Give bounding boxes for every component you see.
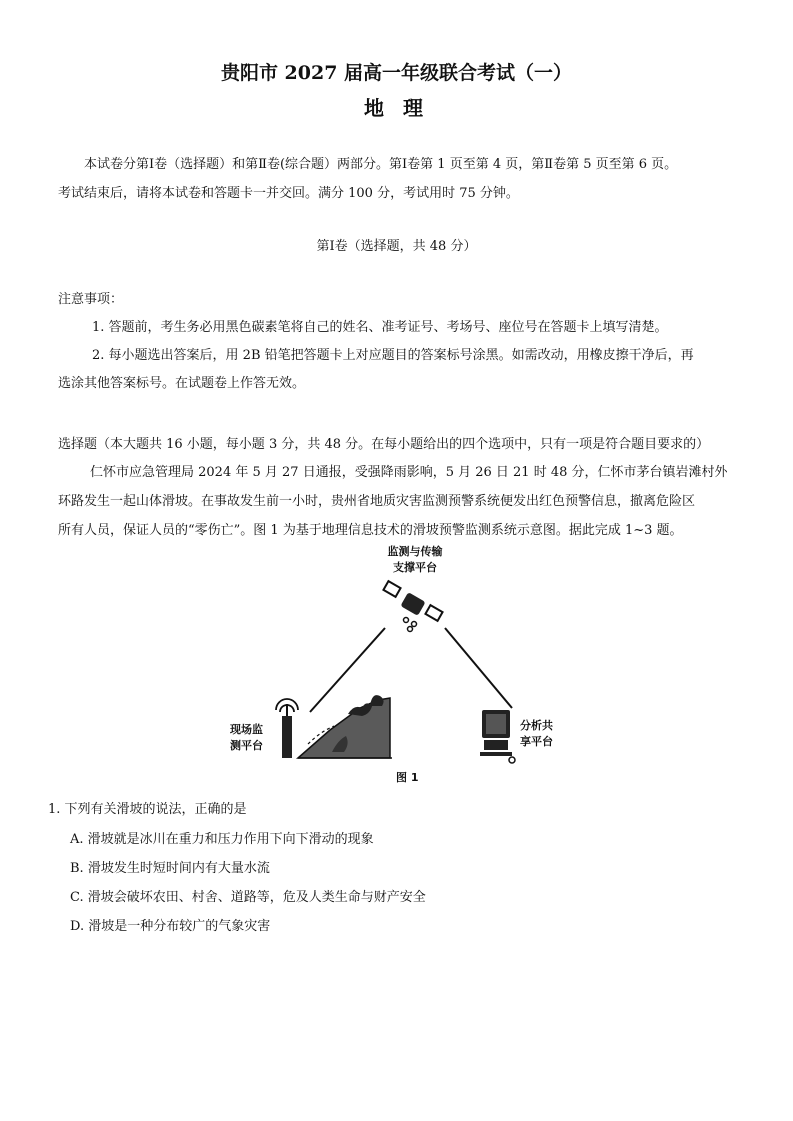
notice-item-2-line-2: 选涂其他答案标号。在试题卷上作答无效。 [58, 376, 306, 391]
figure-left-label [230, 722, 263, 754]
figure-left-label-line-1: 现场监 [230, 723, 263, 736]
question-1-option-b: B. 滑坡发生时短时间内有大量水流 [70, 861, 270, 876]
figure-caption: 图 1 [396, 771, 419, 784]
question-1-option-a: A. 滑坡就是冰川在重力和压力作用下向下滑动的现象 [70, 832, 374, 847]
monitoring-antenna-icon [276, 699, 298, 758]
figure-1 [220, 540, 580, 790]
figure-right-label-line-2: 享平台 [520, 735, 553, 748]
question-1-option-c: C. 滑坡会破坏农田、村舍、道路等，危及人类生命与财产安全 [70, 890, 426, 905]
figure-1-drawing [220, 540, 580, 790]
figure-right-label-line-1: 分析共 [520, 719, 553, 732]
figure-top-label-line-2: 支撑平台 [393, 561, 437, 574]
question-1-stem: 1. 下列有关滑坡的说法，正确的是 [48, 802, 247, 817]
figure-left-label-line-2: 测平台 [230, 739, 263, 752]
section-title: 第Ⅰ卷（选择题，共 48 分） [316, 239, 477, 254]
figure-top-label-line-1: 监测与传输 [387, 545, 443, 558]
subject-title: 地 理 [364, 96, 429, 120]
computer-icon [480, 710, 515, 763]
link-line-right [445, 628, 512, 708]
question-1-option-d: D. 滑坡是一种分布较广的气象灾害 [70, 919, 271, 934]
passage-line-1: 仁怀市应急管理局 2024 年 5 月 27 日通报，受强降雨影响，5 月 26 日 21 时 48 分，仁怀市茅台镇岩滩村外 [90, 465, 728, 480]
exam-title: 贵阳市 2027 届高一年级联合考试（一） [220, 62, 573, 84]
notice-item-1: 1. 答题前，考生务必用黑色碳素笔将自己的姓名、准考证号、考场号、座位号在答题卡上填写清楚。 [92, 320, 668, 335]
notice-heading: 注意事项： [58, 292, 124, 307]
landslide-slope-icon [298, 695, 392, 758]
satellite-icon [383, 581, 442, 631]
passage-line-2: 环路发生一起山体滑坡。在事故发生前一小时，贵州省地质灾害监测预警系统便发出红色预警信息，撤离危险区 [58, 494, 696, 509]
choice-instruction: 选择题（本大题共 16 小题，每小题 3 分，共 48 分。在每小题给出的四个选项中，只有一项是符合题目要求的） [58, 437, 710, 452]
figure-right-label [520, 718, 553, 750]
intro-line-1: 本试卷分第Ⅰ卷（选择题）和第Ⅱ卷(综合题）两部分。第Ⅰ卷第 1 页至第 4 页，第Ⅱ卷第 5 页至第 6 页。 [84, 157, 678, 172]
notice-item-2-line-1: 2. 每小题选出答案后，用 2B 铅笔把答题卡上对应题目的答案标号涂黑。如需改动，用橡皮擦干净后，再 [92, 348, 694, 363]
passage-line-3: 所有人员，保证人员的“零伤亡”。图 1 为基于地理信息技术的滑坡预警监测系统示意图。据此完成 1~3 题。 [58, 523, 683, 538]
intro-line-2: 考试结束后，请将本试卷和答题卡一并交回。满分 100 分，考试用时 75 分钟。 [58, 186, 519, 201]
